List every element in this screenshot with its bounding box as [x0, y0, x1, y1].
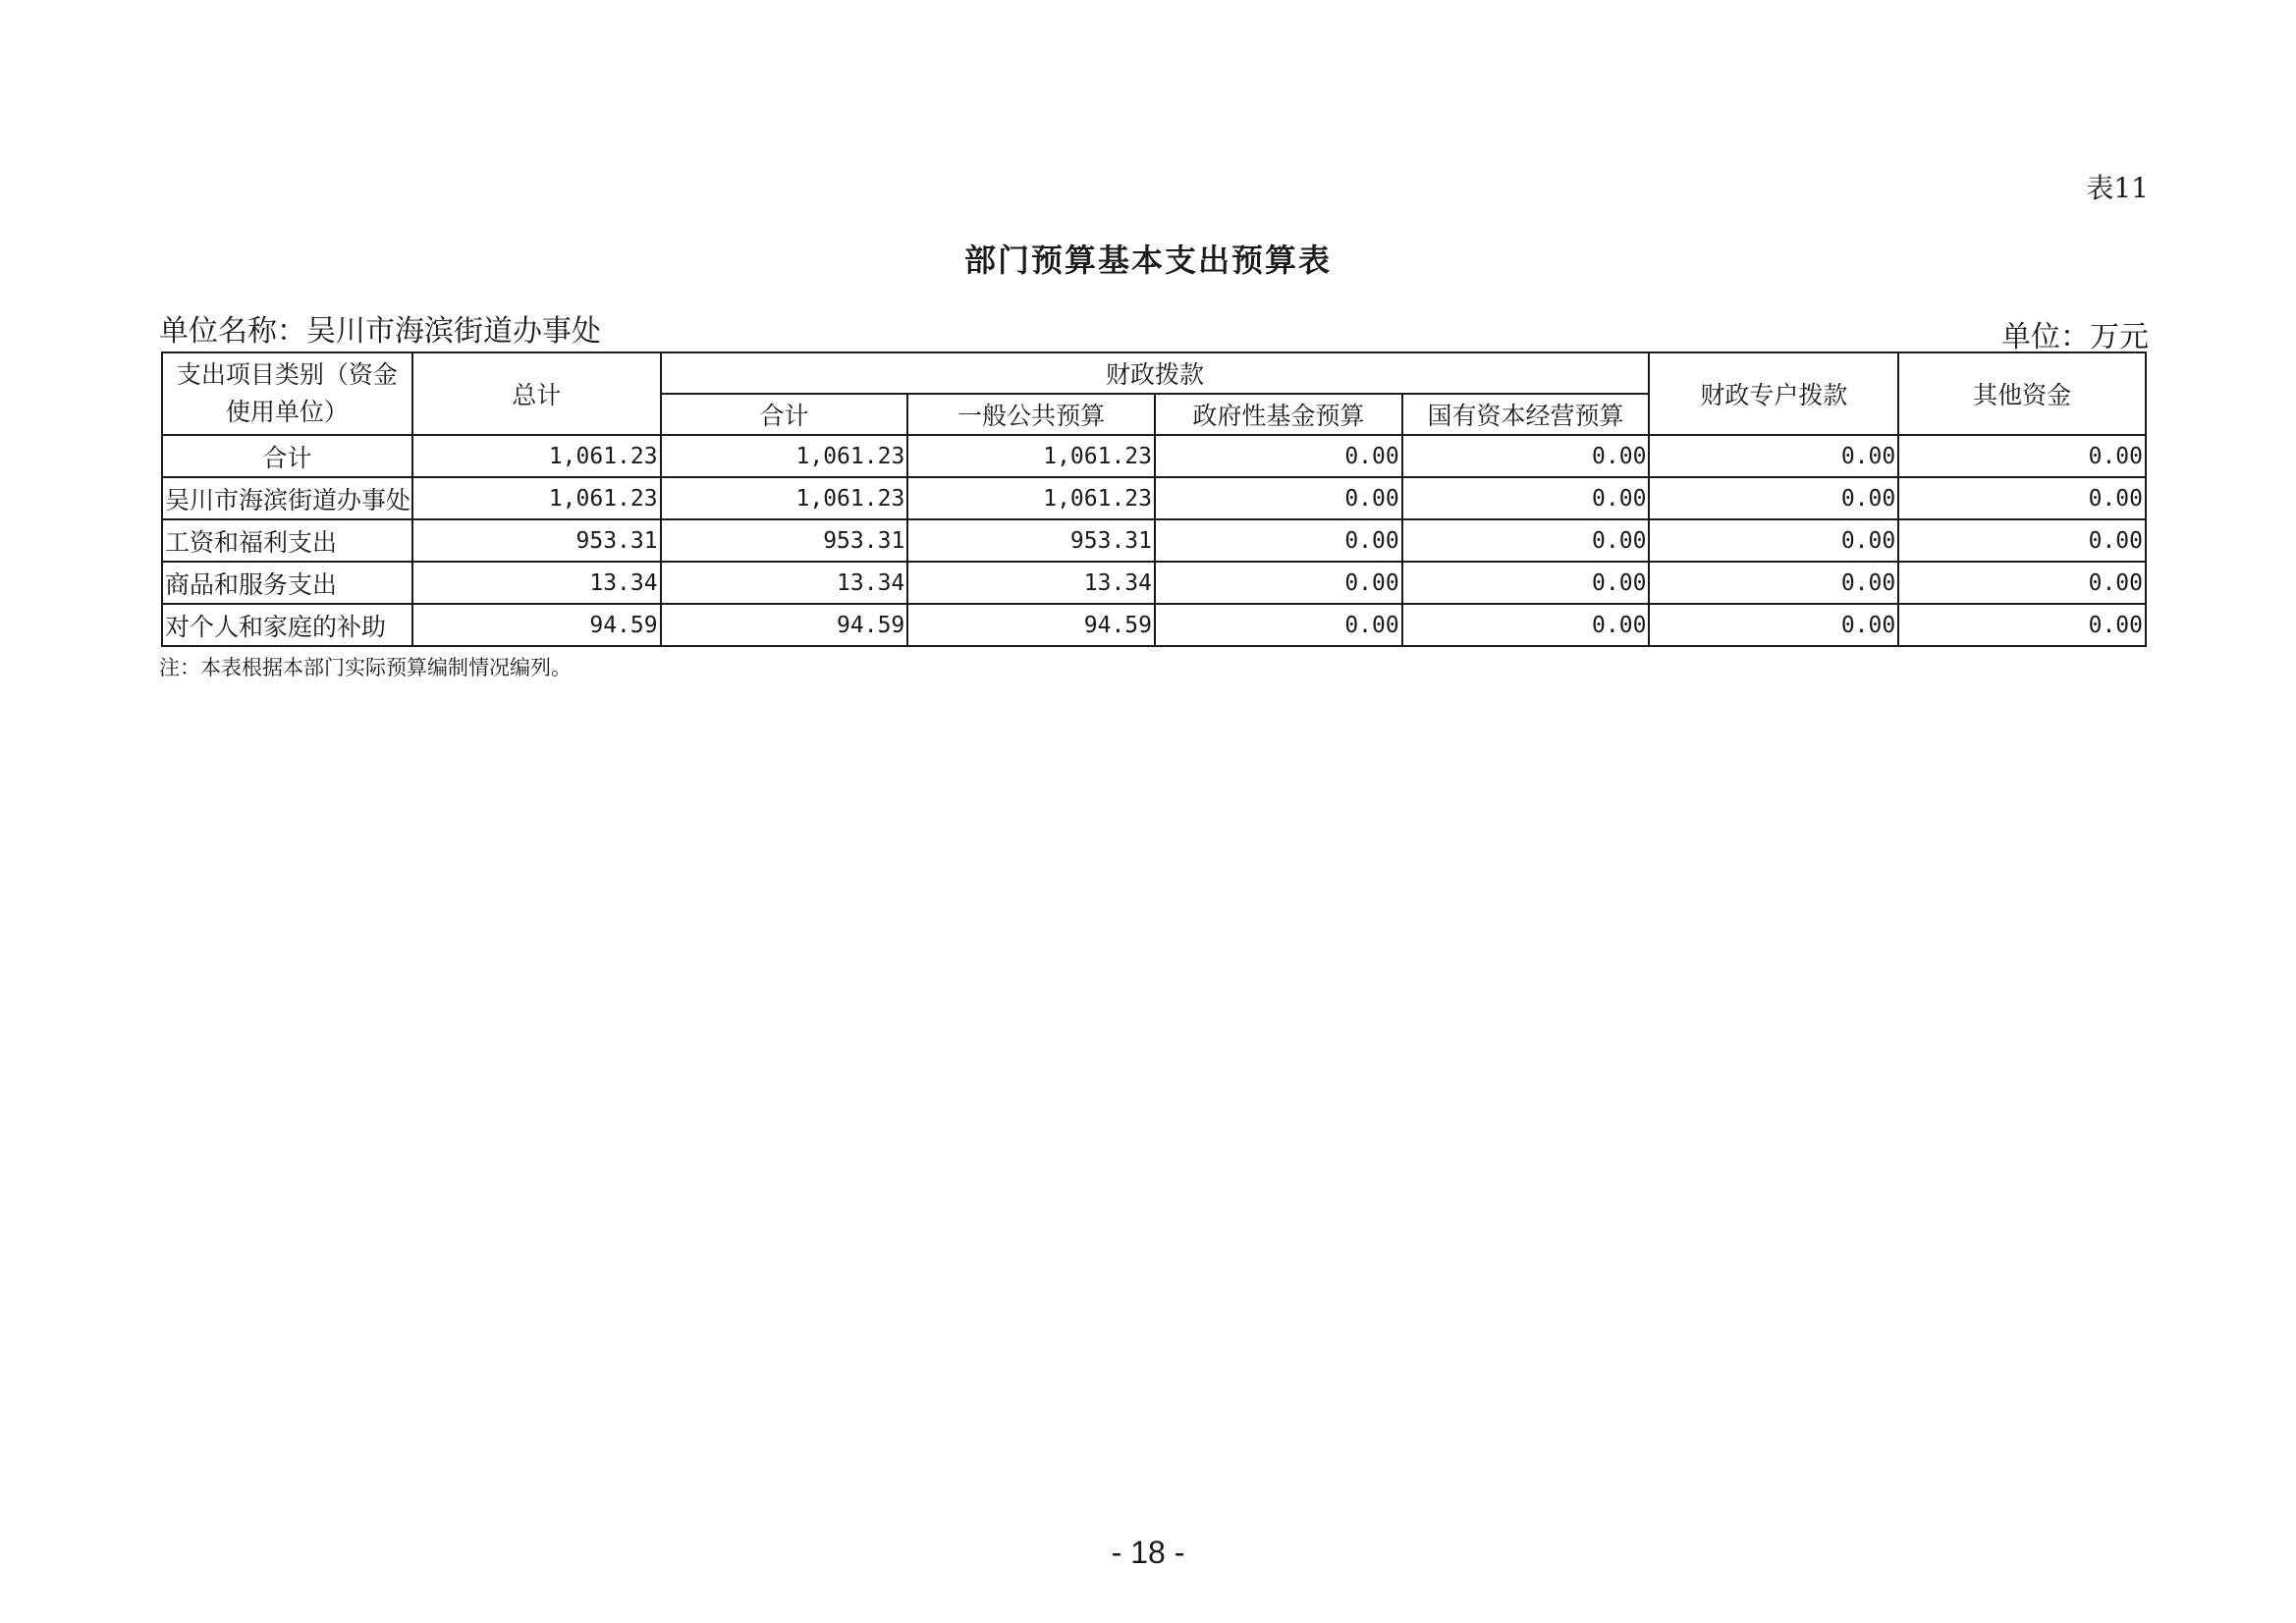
unit-name: 单位名称：吴川市海滨街道办事处 — [159, 314, 601, 349]
cell-general-budget: 1,061.23 — [907, 477, 1155, 519]
cell-other-funds: 0.00 — [1898, 604, 2146, 646]
cell-gov-fund: 0.00 — [1155, 519, 1402, 562]
cell-total: 13.34 — [412, 562, 661, 604]
row-label: 对个人和家庭的补助 — [162, 604, 412, 646]
header-gov-fund: 政府性基金预算 — [1155, 394, 1402, 435]
cell-gov-fund: 0.00 — [1155, 435, 1402, 477]
header-fiscal-subtotal: 合计 — [661, 394, 908, 435]
header-general-budget: 一般公共预算 — [907, 394, 1155, 435]
cell-state-capital: 0.00 — [1402, 477, 1650, 519]
header-total: 总计 — [412, 352, 661, 435]
header-category: 支出项目类别（资金使用单位） — [162, 352, 412, 435]
cell-fiscal-subtotal: 94.59 — [661, 604, 908, 646]
row-label: 商品和服务支出 — [162, 562, 412, 604]
cell-other-funds: 0.00 — [1898, 477, 2146, 519]
row-label: 合计 — [162, 435, 412, 477]
cell-gov-fund: 0.00 — [1155, 562, 1402, 604]
cell-fiscal-subtotal: 953.31 — [661, 519, 908, 562]
cell-fiscal-special: 0.00 — [1649, 435, 1898, 477]
cell-fiscal-subtotal: 1,061.23 — [661, 435, 908, 477]
page-number: - 18 - — [1111, 1535, 1185, 1570]
row-label: 工资和福利支出 — [162, 519, 412, 562]
document-title: 部门预算基本支出预算表 — [963, 242, 1332, 279]
cell-fiscal-special: 0.00 — [1649, 519, 1898, 562]
header-other-funds: 其他资金 — [1898, 352, 2146, 435]
table-row — [162, 435, 2146, 477]
cell-gov-fund: 0.00 — [1155, 477, 1402, 519]
cell-state-capital: 0.00 — [1402, 519, 1650, 562]
cell-state-capital: 0.00 — [1402, 435, 1650, 477]
table-row — [162, 519, 2146, 562]
cell-general-budget: 13.34 — [907, 562, 1155, 604]
cell-fiscal-subtotal: 13.34 — [661, 562, 908, 604]
header-fiscal-group: 财政拨款 — [661, 352, 1650, 394]
cell-fiscal-special: 0.00 — [1649, 562, 1898, 604]
cell-fiscal-special: 0.00 — [1649, 477, 1898, 519]
cell-fiscal-subtotal: 1,061.23 — [661, 477, 908, 519]
table-note: 注：本表根据本部门实际预算编制情况编列。 — [159, 656, 572, 679]
cell-total: 1,061.23 — [412, 435, 661, 477]
cell-other-funds: 0.00 — [1898, 435, 2146, 477]
cell-fiscal-special: 0.00 — [1649, 604, 1898, 646]
table-row — [162, 562, 2146, 604]
cell-state-capital: 0.00 — [1402, 604, 1650, 646]
cell-general-budget: 94.59 — [907, 604, 1155, 646]
header-fiscal-special: 财政专户拨款 — [1649, 352, 1898, 435]
cell-other-funds: 0.00 — [1898, 562, 2146, 604]
cell-other-funds: 0.00 — [1898, 519, 2146, 562]
unit-measure: 单位：万元 — [2001, 320, 2149, 354]
cell-state-capital: 0.00 — [1402, 562, 1650, 604]
table-row — [162, 477, 2146, 519]
cell-gov-fund: 0.00 — [1155, 604, 1402, 646]
table-row — [162, 604, 2146, 646]
cell-general-budget: 953.31 — [907, 519, 1155, 562]
cell-total: 953.31 — [412, 519, 661, 562]
table-number: 表11 — [2086, 172, 2149, 204]
row-label: 吴川市海滨街道办事处 — [162, 477, 412, 519]
cell-total: 1,061.23 — [412, 477, 661, 519]
cell-total: 94.59 — [412, 604, 661, 646]
budget-table — [161, 352, 2147, 647]
header-row-1 — [162, 352, 2146, 394]
cell-general-budget: 1,061.23 — [907, 435, 1155, 477]
header-state-capital: 国有资本经营预算 — [1402, 394, 1650, 435]
